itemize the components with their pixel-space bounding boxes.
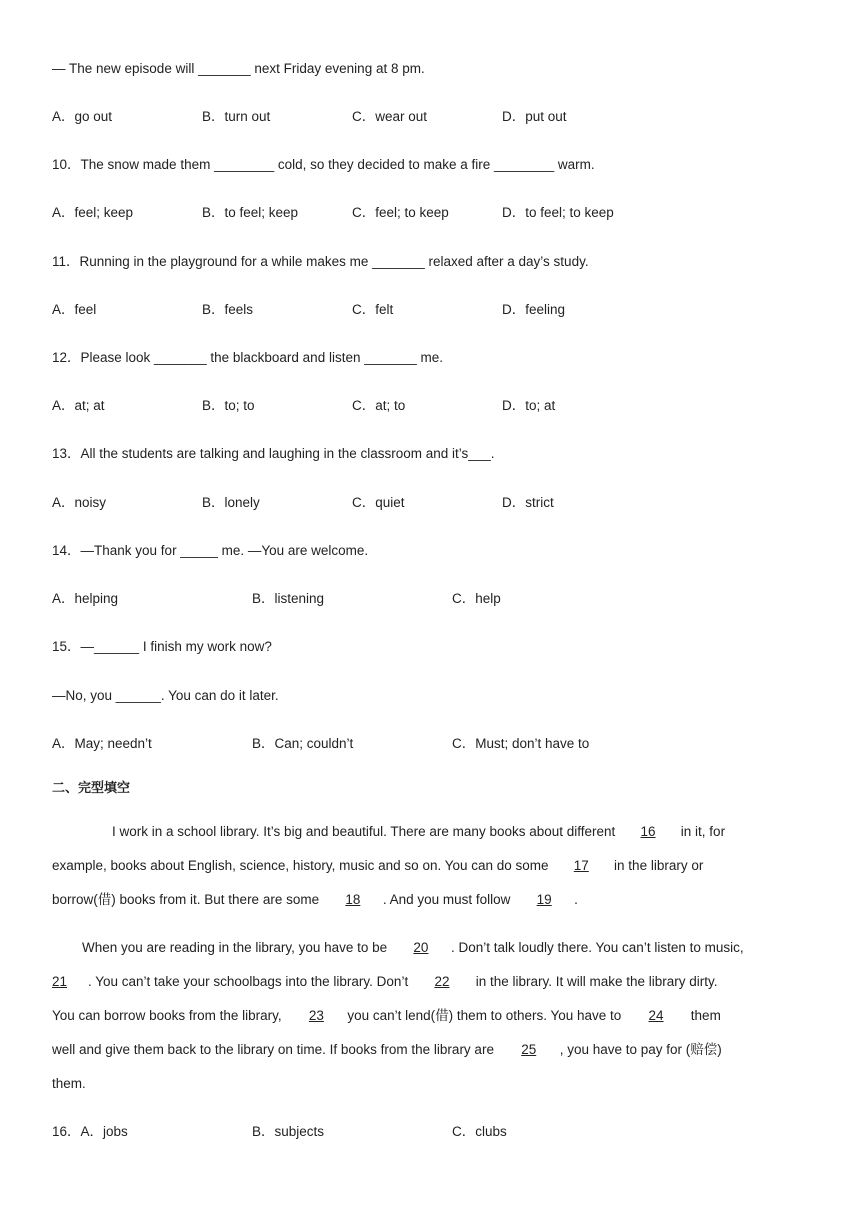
passage-text: You can borrow books from the library,: [52, 1008, 286, 1023]
blank-21[interactable]: 21: [52, 974, 68, 989]
blank-18[interactable]: 18: [345, 892, 361, 907]
q16-option-b[interactable]: B．subjects: [252, 1124, 325, 1139]
question-9-stem: — The new episode will _______ next Friday evening at 8 pm.: [52, 61, 425, 76]
q10-option-b[interactable]: B．to feel; keep: [202, 205, 299, 220]
q9-option-d[interactable]: D．put out: [502, 109, 567, 124]
passage-text: borrow(借) books from it. But there are some: [52, 892, 323, 907]
q13-option-c[interactable]: C．quiet: [352, 495, 405, 510]
passage-line: [52, 972, 812, 992]
blank-22[interactable]: 22: [434, 974, 450, 989]
q16-option-c[interactable]: C．clubs: [452, 1124, 507, 1139]
passage-text: . And you must follow: [382, 892, 515, 907]
question-12-stem: 12．Please look _______ the blackboard and listen _______ me.: [52, 350, 444, 365]
q12-option-b[interactable]: B．to; to: [202, 398, 255, 413]
q9-option-c[interactable]: C．wear out: [352, 109, 428, 124]
passage-line: [52, 856, 812, 876]
passage-text: .: [574, 892, 578, 907]
q11-option-b[interactable]: B．feels: [202, 302, 254, 317]
q16-option-a[interactable]: 16．A．jobs: [52, 1124, 128, 1139]
passage-text: . You can’t take your schoolbags into the library. Don’t: [88, 974, 412, 989]
q15-option-b[interactable]: B．Can; couldn’t: [252, 736, 354, 751]
blank-20[interactable]: 20: [413, 940, 429, 955]
blank-16[interactable]: 16: [640, 824, 656, 839]
blank-25[interactable]: 25: [521, 1042, 537, 1057]
blank-17[interactable]: 17: [573, 858, 589, 873]
q10-option-d[interactable]: D．to feel; to keep: [502, 205, 614, 220]
question-13-stem: 13．All the students are talking and laughing in the classroom and it’s___.: [52, 446, 495, 461]
passage-line: [52, 1006, 812, 1026]
q14-option-b[interactable]: B．listening: [252, 591, 325, 606]
blank-23[interactable]: 23: [308, 1008, 324, 1023]
question-14-stem: 14．—Thank you for _____ me. —You are welcome.: [52, 543, 369, 558]
q13-option-d[interactable]: D．strict: [502, 495, 554, 510]
blank-24[interactable]: 24: [648, 1008, 664, 1023]
passage-text: them.: [52, 1076, 86, 1091]
blank-19[interactable]: 19: [536, 892, 552, 907]
passage-text: . Don’t talk loudly there. You can’t listen to music,: [450, 940, 744, 955]
question-15-stem: 15．—______ I finish my work now?: [52, 639, 272, 654]
q10-option-c[interactable]: C．feel; to keep: [352, 205, 449, 220]
passage-text: I work in a school library. It’s big and beautiful. There are many books about different: [112, 824, 620, 839]
passage-text: them: [687, 1008, 721, 1023]
passage-text: in the library. It will make the library dirty.: [471, 974, 718, 989]
passage-text: in it, for: [677, 824, 726, 839]
q15-option-c[interactable]: C．Must; don’t have to: [452, 736, 590, 751]
question-11-stem: 11．Running in the playground for a while makes me _______ relaxed after a day’s study.: [52, 254, 589, 269]
passage-text: , you have to pay for (赔偿): [559, 1042, 722, 1057]
q14-option-c[interactable]: C．help: [452, 591, 501, 606]
q13-option-a[interactable]: A．noisy: [52, 495, 107, 510]
q11-option-d[interactable]: D．feeling: [502, 302, 566, 317]
q11-option-a[interactable]: A．feel: [52, 302, 97, 317]
q12-option-c[interactable]: C．at; to: [352, 398, 406, 413]
passage-line: [52, 890, 812, 910]
q10-option-a[interactable]: A．feel; keep: [52, 205, 134, 220]
passage-line: [52, 1074, 812, 1094]
passage-text: well and give them back to the library on time. If books from the library are: [52, 1042, 498, 1057]
passage-line: [112, 822, 812, 842]
q9-option-b[interactable]: B．turn out: [202, 109, 271, 124]
passage-text: you can’t lend(借) them to others. You have to: [347, 1008, 626, 1023]
q12-option-d[interactable]: D．to; at: [502, 398, 556, 413]
q12-option-a[interactable]: A．at; at: [52, 398, 105, 413]
passage-line: [82, 938, 812, 958]
passage-text: example, books about English, science, history, music and so on. You can do some: [52, 858, 553, 873]
question-15-response: —No, you ______. You can do it later.: [52, 688, 279, 703]
q11-option-c[interactable]: C．felt: [352, 302, 394, 317]
q14-option-a[interactable]: A．helping: [52, 591, 119, 606]
section-title: 二、完型填空: [52, 781, 131, 796]
q13-option-b[interactable]: B．lonely: [202, 495, 260, 510]
q15-option-a[interactable]: A．May; needn’t: [52, 736, 152, 751]
passage-text: in the library or: [610, 858, 704, 873]
passage-line: [52, 1040, 812, 1060]
question-10-stem: 10．The snow made them ________ cold, so they decided to make a fire ________ warm.: [52, 157, 595, 172]
q9-option-a[interactable]: A．go out: [52, 109, 113, 124]
passage-text: When you are reading in the library, you have to be: [82, 940, 391, 955]
